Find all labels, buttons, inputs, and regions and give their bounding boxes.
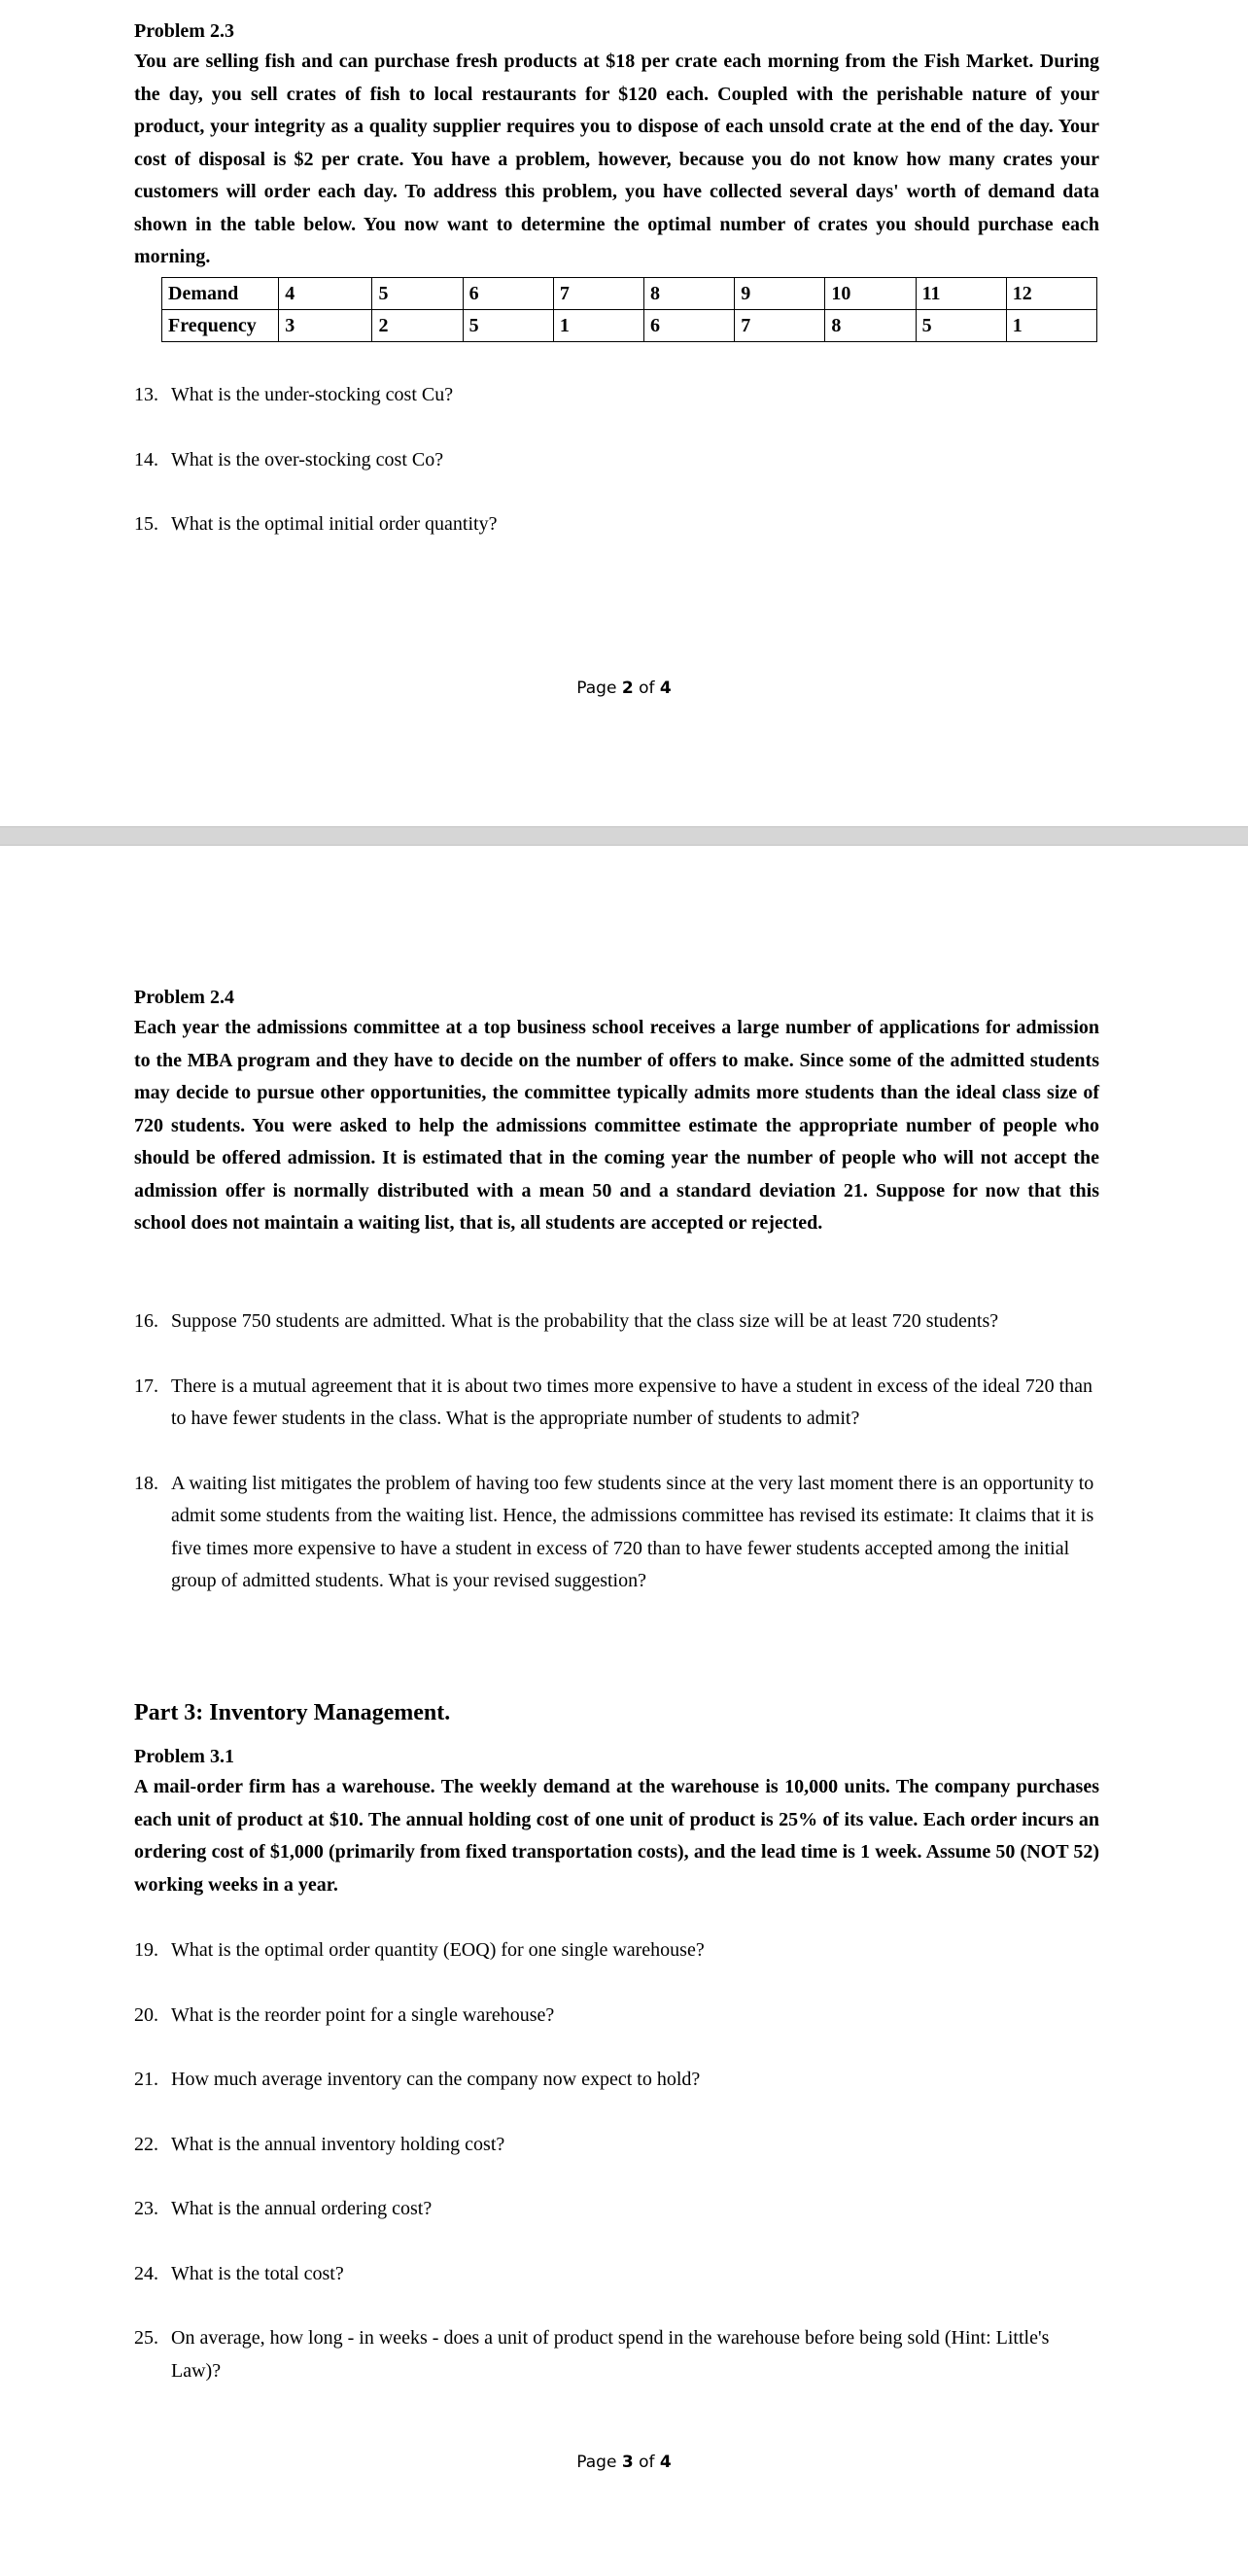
demand-row [162, 278, 1097, 310]
problem-2-4-block [134, 983, 1099, 1240]
frequency-cell: 2 [372, 310, 463, 342]
frequency-cell: 1 [553, 310, 643, 342]
question-number: 20. [134, 2003, 158, 2026]
question-number: 21. [134, 2069, 158, 2090]
question-number: 14. [134, 448, 158, 470]
demand-cell: 6 [463, 278, 553, 310]
part-3-heading [134, 1697, 1099, 1728]
problem-title: Problem 2.3 [134, 20, 234, 42]
of-word: of [639, 2453, 655, 2472]
demand-cell: 9 [735, 278, 825, 310]
question-text: What is the optimal initial order quantity? [171, 513, 498, 535]
question-text: Suppose 750 students are admitted. What is the probability that the class size will be at least 720 students? [171, 1310, 999, 1332]
question-text: There is a mutual agreement that it is about two times more expensive to have a student in excess of the ideal 720 than to have fewer students in the class. What is the appropriate number of students to admit? [171, 1375, 1093, 1429]
section-title: Part 3: Inventory Management. [134, 1700, 451, 1725]
question-text: What is the over-stocking cost Co? [171, 448, 444, 470]
problem-3-1-questions [134, 1934, 1099, 2387]
question-17 [134, 1371, 1099, 1436]
question-text: What is the under-stocking cost Cu? [171, 384, 454, 405]
page-total: 4 [659, 2453, 672, 2472]
question-number: 25. [134, 2327, 158, 2349]
question-text: On average, how long - in weeks - does a unit of product spend in the warehouse before being sold (Hint: Little's Law)? [171, 2327, 1050, 2382]
question-number: 18. [134, 1472, 158, 1494]
question-18 [134, 1468, 1099, 1598]
frequency-cell: 7 [735, 310, 825, 342]
page-current: 2 [621, 679, 634, 698]
question-number: 19. [134, 1939, 158, 1961]
page-footer [0, 679, 1248, 698]
frequency-cell: 3 [279, 310, 372, 342]
demand-cell: 4 [279, 278, 372, 310]
question-24 [134, 2258, 1099, 2291]
question-15 [134, 508, 1099, 541]
demand-cell: 12 [1006, 278, 1096, 310]
question-number: 22. [134, 2133, 158, 2155]
question-text: How much average inventory can the company now expect to hold? [171, 2069, 701, 2090]
problem-title: Problem 2.4 [134, 987, 234, 1008]
question-16 [134, 1305, 1099, 1339]
page-footer [0, 2453, 1248, 2472]
question-14 [134, 444, 1099, 477]
question-number: 23. [134, 2198, 158, 2219]
demand-cell: 10 [825, 278, 916, 310]
of-word: of [639, 679, 655, 698]
question-number: 15. [134, 513, 158, 535]
demand-header: Demand [162, 278, 279, 310]
question-text: What is the total cost? [171, 2262, 344, 2284]
problem-title: Problem 3.1 [134, 1746, 234, 1767]
problem-2-4-questions [134, 1305, 1099, 1598]
question-text: A waiting list mitigates the problem of having too few students since at the very last moment there is an opportunity to admit some students from the waiting list. Hence, the admissions committee has revised its estimate: It claims that it is five times more expensive to have a student in excess of 720 than to have fewer students accepted among the initial group of admitted students. What is your revised suggestion? [171, 1472, 1094, 1591]
problem-statement: You are selling fish and can purchase fresh products at $18 per crate each morning from the Fish Market. During the day, you sell crates of fish to local restaurants for $120 each. Coupled with the perishable nature of your product, your integrity as a quality supplier requires you to dispose of each unsold crate at the end of the day. Your cost of disposal is $2 per crate. You have a problem, however, because you do not know how many crates your customers will order each day. To address this problem, you have collected several days' worth of demand data shown in the table below. You now want to determine the optimal number of crates you should purchase each morning. [134, 51, 1099, 267]
frequency-header: Frequency [162, 310, 279, 342]
problem-2-3-block [134, 17, 1099, 274]
question-text: What is the reorder point for a single warehouse? [171, 2003, 555, 2026]
demand-cell: 5 [372, 278, 463, 310]
question-text: What is the optimal order quantity (EOQ) for one single warehouse? [171, 1939, 705, 1961]
page-current: 3 [621, 2453, 634, 2472]
demand-cell: 8 [644, 278, 735, 310]
question-25 [134, 2322, 1099, 2387]
problem-statement: A mail-order firm has a warehouse. The weekly demand at the warehouse is 10,000 units. The company purchases each unit of product at $10. The annual holding cost of one unit of product is 25% of its value. Each order incurs an ordering cost of $1,000 (primarily from fixed transportation costs), and the lead time is 1 week. Assume 50 (NOT 52) working weeks in a year. [134, 1776, 1099, 1896]
question-text: What is the annual ordering cost? [171, 2198, 433, 2219]
demand-cell: 7 [553, 278, 643, 310]
question-number: 13. [134, 384, 158, 405]
page-separator [0, 826, 1248, 846]
frequency-cell: 5 [463, 310, 553, 342]
problem-statement: Each year the admissions committee at a top business school receives a large number of applications for admission to the MBA program and they have to decide on the number of offers to make. Since some of the admitted students may decide to pursue other opportunities, the committee typically admits more students than the ideal class size of 720 students. You were asked to help the admissions committee estimate the appropriate number of people who should be offered admission. It is estimated that in the coming year the number of people who will not accept the admission offer is normally distributed with a mean 50 and a standard deviation 21. Suppose for now that this school does not maintain a waiting list, that is, all students are accepted or rejected. [134, 1017, 1099, 1234]
page-total: 4 [659, 679, 672, 698]
problem-2-3-questions [134, 379, 1099, 541]
question-19 [134, 1934, 1099, 1967]
document-page-3 [0, 846, 1248, 2576]
question-13 [134, 379, 1099, 412]
problem-3-1-block [134, 1742, 1099, 1901]
frequency-row [162, 310, 1097, 342]
question-text: What is the annual inventory holding cost? [171, 2133, 505, 2155]
question-20 [134, 2000, 1099, 2033]
demand-cell: 11 [916, 278, 1006, 310]
question-number: 17. [134, 1375, 158, 1397]
document-page-2 [0, 0, 1248, 826]
question-21 [134, 2064, 1099, 2097]
frequency-cell: 8 [825, 310, 916, 342]
question-number: 16. [134, 1310, 158, 1332]
question-23 [134, 2193, 1099, 2226]
page-word: Page [576, 2453, 617, 2472]
demand-frequency-table [161, 277, 1097, 342]
question-22 [134, 2129, 1099, 2162]
frequency-cell: 1 [1006, 310, 1096, 342]
frequency-cell: 5 [916, 310, 1006, 342]
question-number: 24. [134, 2262, 158, 2284]
frequency-cell: 6 [644, 310, 735, 342]
page-word: Page [576, 679, 617, 698]
